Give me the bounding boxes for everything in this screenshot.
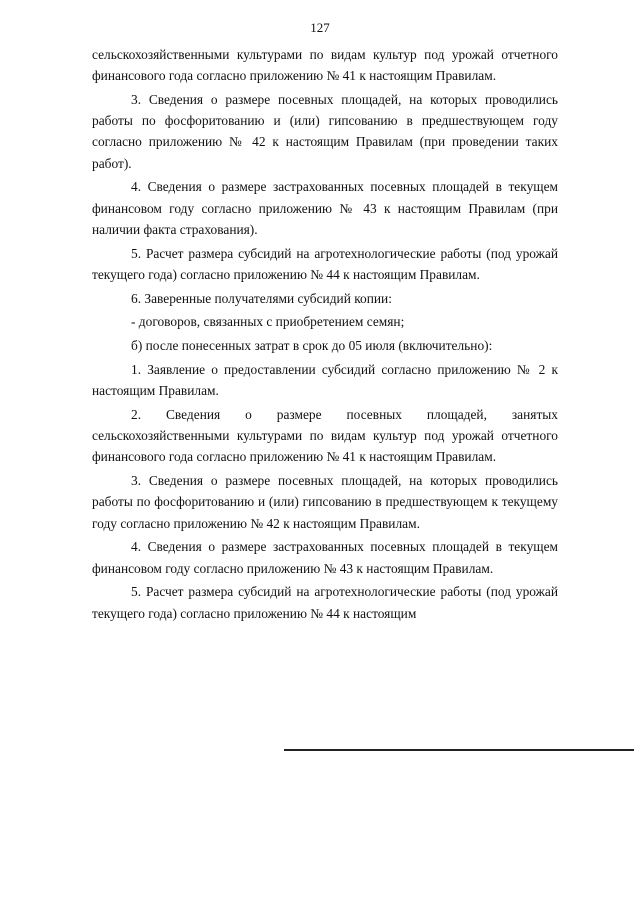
paragraph: 1. Заявление о предоставлении субсидий согласно приложению № 2 к настоящим Правилам. [92,362,558,399]
paragraph: 5. Расчет размера субсидий на агротехнологические работы (под урожай текущего года) согласно приложению № 44 к настоящим Правилам. [92,245,558,282]
footer-divider [284,749,634,751]
paragraph: 3. Сведения о размере посевных площадей, на которых проводились работы по фосфоритованию и (или) гипсованию в предшествующем к текущему году согласно приложению № 42 к настоящим Правилам. [92,473,558,531]
paragraph: - договоров, связанных с приобретением семян; [131,314,405,330]
paragraph: 6. Заверенные получателями субсидий копии: [131,290,392,306]
paragraph: 4. Сведения о размере застрахованных посевных площадей в текущем финансовом году согласно приложению № 43 к настоящим Правилам. [92,539,558,576]
paragraph: 2. Сведения о размере посевных площадей, занятых сельскохозяйственными культурами по видам культур под урожай отчетного финансового года согласно приложению № 41 к настоящим Правилам. [92,407,558,465]
paragraph: б) после понесенных затрат в срок до 05 июля (включительно): [131,338,493,354]
paragraph: сельскохозяйственными культурами по видам культур под урожай отчетного финансового года согласно приложению № 41 к настоящим Правилам. [92,47,558,84]
paragraph: 4. Сведения о размере застрахованных посевных площадей в текущем финансовом году согласно приложению № 43 к настоящим Правилам (при наличии факта страхования). [92,179,558,237]
paragraph: 3. Сведения о размере посевных площадей, на которых проводились работы по фосфоритованию и (или) гипсованию в предшествующем году согласно приложению № 42 к настоящим Правилам (при проведении таких работ). [92,92,558,171]
paragraph: 5. Расчет размера субсидий на агротехнологические работы (под урожай текущего года) согласно приложению № 44 к настоящим [92,584,558,621]
document-body [92,44,558,626]
page-number: 127 [310,20,330,35]
